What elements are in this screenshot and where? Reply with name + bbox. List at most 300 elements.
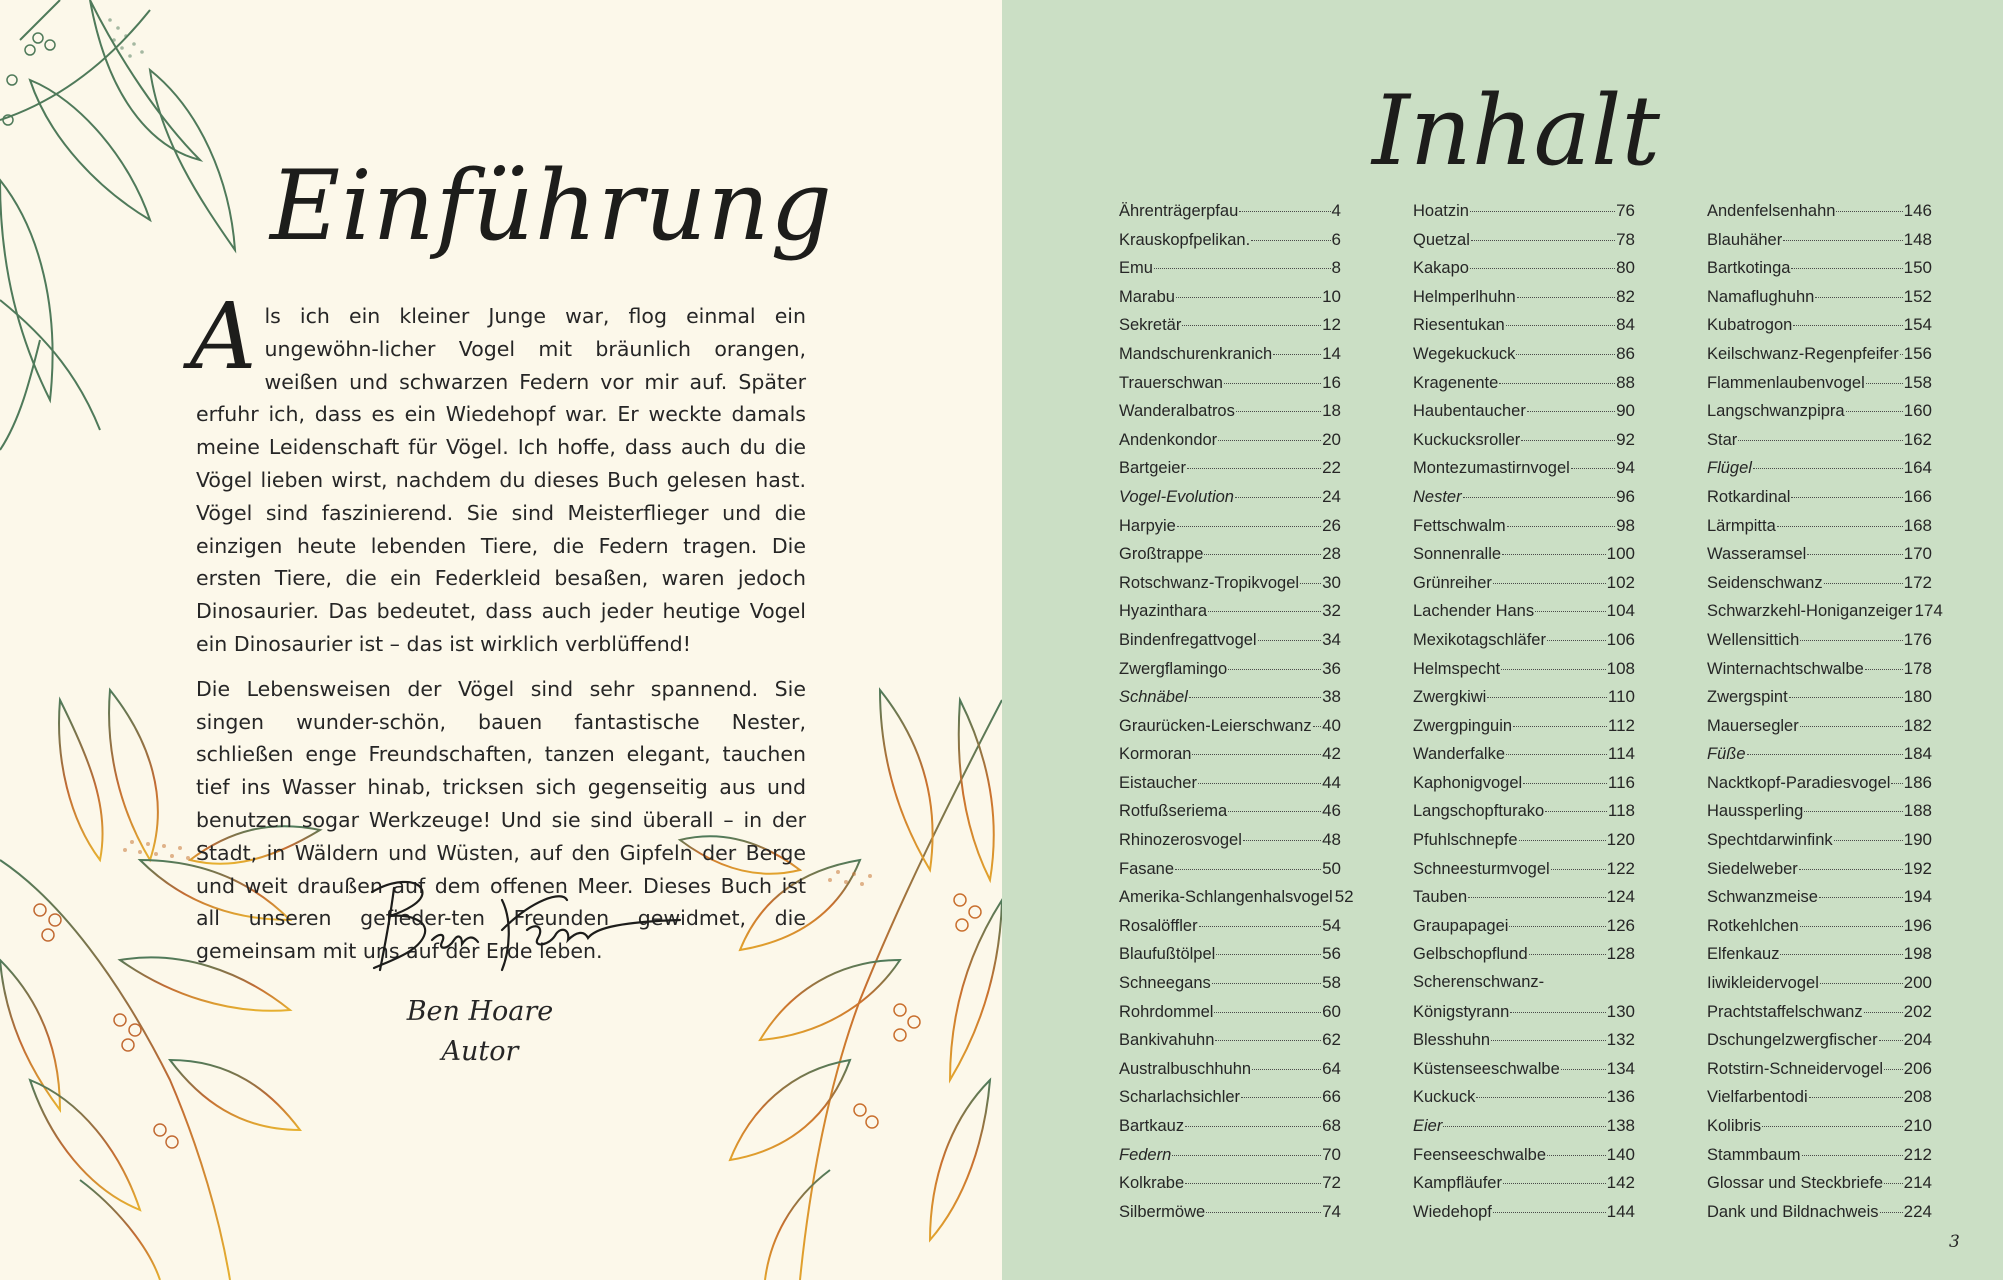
toc-entry-name: Quetzal <box>1413 230 1470 249</box>
toc-entry-page: 32 <box>1322 601 1341 621</box>
toc-entry-page: 150 <box>1903 258 1932 278</box>
toc-leader-dots <box>1809 1096 1903 1098</box>
author-name: Ben Hoare <box>406 996 554 1027</box>
toc-leader-dots <box>1866 382 1903 384</box>
toc-leader-dots <box>1192 753 1321 755</box>
toc-leader-dots <box>1506 753 1607 755</box>
toc-entry-name: Zwergspint <box>1707 688 1788 707</box>
toc-entry <box>1119 601 1341 630</box>
toc-entry <box>1119 659 1341 688</box>
toc-leader-dots <box>1189 696 1321 698</box>
toc-column-2 <box>1413 201 1635 1230</box>
toc-entry-page: 98 <box>1616 515 1635 535</box>
toc-entry-page: 70 <box>1322 1144 1341 1164</box>
toc-title: Inhalt <box>1372 75 1661 187</box>
toc-entry-name: Zwergflamingo <box>1119 659 1228 678</box>
toc-entry-page: 72 <box>1322 1173 1341 1193</box>
toc-entry <box>1413 630 1635 659</box>
toc-entry-page: 96 <box>1616 486 1635 506</box>
toc-entry-page: 192 <box>1903 858 1932 878</box>
toc-leader-dots <box>1864 1011 1903 1013</box>
toc-entry-page: 56 <box>1322 944 1341 964</box>
toc-entry-name: Bartkauz <box>1119 1117 1185 1135</box>
toc-entry-name: Haussperling <box>1707 802 1804 821</box>
intro-paragraph-1-text: ls ich ein kleiner Junge war, flog einmal ein ungewöhn-licher Vogel mit bräunlich orangen, weißen und schwarzen Federn vor mir auf. Später erfuhr ich, dass es ein Wiedehopf war. Er weckte damals meine Leidenschaft für Vögel. Ich hoffe, dass auch du die Vögel lieben wirst, nachdem du dieses Buch gelesen hast. Vögel sind faszinierend. Sie sind Meisterflieger und die einzigen heute lebenden Tiere, die Federn tragen. Die ersten Tiere, die ein Federkleid besaßen, waren jedoch Dinosaurier. Das bedeutet, dass auch jeder heutige Vogel ein Dinosaurier ist – das ist wirklich verblüffend! <box>196 304 806 656</box>
toc-entry-name: Fettschwalm <box>1413 516 1506 535</box>
toc-leader-dots <box>1470 267 1615 269</box>
toc-entry-name: Seidenschwanz <box>1707 573 1823 592</box>
toc-entry-page: 132 <box>1606 1030 1635 1050</box>
toc-entry-page: 166 <box>1903 486 1932 506</box>
toc-entry-name: Schwarzkehl-Honiganzeiger <box>1707 602 1913 621</box>
toc-entry <box>1413 1173 1635 1202</box>
toc-entry-name: Trauerschwan <box>1119 373 1223 392</box>
toc-entry-name: Lärmpitta <box>1707 516 1776 535</box>
toc-leader-dots <box>1753 467 1903 469</box>
toc-leader-dots <box>1547 639 1606 641</box>
toc-entry-page: 68 <box>1322 1116 1341 1135</box>
toc-leader-dots <box>1251 239 1330 241</box>
toc-entry-page: 40 <box>1322 715 1341 735</box>
toc-leader-dots <box>1241 1096 1321 1098</box>
toc-leader-dots <box>1507 525 1615 527</box>
toc-leader-dots <box>1824 582 1903 584</box>
toc-leader-dots <box>1834 839 1903 841</box>
toc-entry-name: Kolkrabe <box>1119 1174 1185 1193</box>
toc-entry-page: 62 <box>1322 1030 1341 1050</box>
toc-entry <box>1119 230 1341 259</box>
toc-entry <box>1707 773 1932 802</box>
toc-entry <box>1413 201 1635 230</box>
toc-entry-name: Grünreiher <box>1413 573 1492 592</box>
toc-entry-page: 36 <box>1322 658 1341 678</box>
toc-entry <box>1707 401 1932 430</box>
toc-leader-dots <box>1154 267 1331 269</box>
toc-entry-page: 172 <box>1903 572 1932 592</box>
toc-entry-page: 190 <box>1903 830 1932 850</box>
toc-leader-dots <box>1471 239 1615 241</box>
toc-entry-page: 204 <box>1903 1030 1932 1050</box>
toc-entry-page: 26 <box>1322 515 1341 535</box>
toc-leader-dots <box>1762 1125 1903 1127</box>
toc-entry-name: Feenseeschwalbe <box>1413 1145 1546 1164</box>
toc-entry-page: 178 <box>1903 658 1932 678</box>
toc-entry <box>1707 1145 1932 1174</box>
toc-entry <box>1413 573 1635 602</box>
toc-entry-page: 92 <box>1616 429 1635 449</box>
toc-entry-page: 168 <box>1903 515 1932 535</box>
toc-entry-page: 114 <box>1607 744 1635 764</box>
toc-entry-name: Bankivahuhn <box>1119 1031 1215 1050</box>
toc-leader-dots <box>1258 639 1321 641</box>
toc-entry-name: Winternachtschwalbe <box>1707 659 1864 678</box>
toc-entry <box>1707 516 1932 545</box>
toc-leader-dots <box>1900 353 1903 355</box>
toc-entry <box>1707 1116 1932 1145</box>
toc-entry-page: 224 <box>1903 1201 1932 1221</box>
toc-entry <box>1707 630 1932 659</box>
toc-leader-dots <box>1777 525 1903 527</box>
toc-entry-page: 120 <box>1606 830 1635 850</box>
toc-entry-page: 182 <box>1903 715 1932 735</box>
toc-leader-dots <box>1880 1211 1903 1213</box>
toc-entry-name: Hoatzin <box>1413 202 1469 220</box>
toc-entry <box>1413 1116 1635 1145</box>
toc-leader-dots <box>1519 839 1606 841</box>
toc-leader-dots <box>1243 839 1321 841</box>
toc-entry <box>1707 1202 1932 1231</box>
author-role: Autor <box>441 1036 519 1067</box>
toc-leader-dots <box>1547 1154 1606 1156</box>
toc-entry-name: Scharlachsichler <box>1119 1088 1241 1107</box>
toc-entry-name: Blesshuhn <box>1413 1031 1491 1050</box>
toc-entry <box>1119 1059 1341 1088</box>
toc-leader-dots <box>1800 925 1903 927</box>
toc-entry-page: 170 <box>1903 544 1932 564</box>
toc-entry-name: Andenfelsenhahn <box>1707 202 1836 220</box>
toc-entry <box>1119 287 1341 316</box>
toc-entry-page: 210 <box>1903 1116 1932 1135</box>
toc-leader-dots <box>1175 868 1321 870</box>
toc-entry <box>1707 487 1932 516</box>
toc-entry-name: Küstenseeschwalbe <box>1413 1059 1560 1078</box>
toc-entry <box>1413 401 1635 430</box>
toc-entry-page: 12 <box>1322 315 1341 335</box>
toc-entry <box>1413 544 1635 573</box>
toc-entry-page: 84 <box>1616 315 1635 335</box>
toc-entry-name: Pfuhlschnepfe <box>1413 831 1518 850</box>
toc-entry-page: 86 <box>1616 343 1635 363</box>
toc-entry <box>1707 373 1932 402</box>
toc-entry-name: Star <box>1707 430 1738 449</box>
toc-entry-name: Kuckucksroller <box>1413 430 1521 449</box>
toc-entry-name: Kampfläufer <box>1413 1174 1502 1193</box>
toc-leader-dots <box>1470 210 1615 212</box>
toc-entry-page: 206 <box>1903 1058 1932 1078</box>
toc-entry <box>1413 944 1635 973</box>
toc-entry <box>1707 716 1932 745</box>
toc-entry <box>1413 516 1635 545</box>
toc-entry <box>1119 830 1341 859</box>
toc-leader-dots <box>1509 925 1605 927</box>
toc-entry-page: 180 <box>1903 687 1932 707</box>
toc-entry <box>1413 430 1635 459</box>
toc-entry-name: Keilschwanz-Regenpfeifer <box>1707 344 1899 363</box>
intro-paragraph-2: Die Lebensweisen der Vögel sind sehr spannend. Sie singen wunder-schön, bauen fantastische Nester, schließen enge Freundschaften, tanzen elegant, tauchen tief ins Wasser hinab, tricksen sich gegenseitig aus und benutzen sogar Werkzeuge! Und sie sind überall – in der Stadt, in Wäldern und Wüsten, auf den Gipfeln der Berge und weit draußen auf dem offenen Meer. Dieses Buch ist all unseren gefieder-ten Freunden gewidmet, die gemeinsam mit uns auf der Erde leben. <box>196 676 806 964</box>
toc-entry-page: 10 <box>1322 286 1341 306</box>
toc-entry <box>1707 230 1932 259</box>
toc-entry <box>1119 544 1341 573</box>
intro-paragraph-1 <box>190 283 806 661</box>
toc-leader-dots <box>1783 239 1902 241</box>
toc-entry-name: Zwergkiwi <box>1413 688 1487 707</box>
toc-entry-page: 188 <box>1903 801 1932 821</box>
toc-leader-dots <box>1571 467 1615 469</box>
toc-entry-name: Spechtdarwinfink <box>1707 831 1833 850</box>
toc-entry <box>1119 801 1341 830</box>
toc-entry-page: 128 <box>1606 944 1635 964</box>
toc-leader-dots <box>1800 725 1903 727</box>
toc-entry-name: Mauersegler <box>1707 716 1799 735</box>
toc-entry-page: 138 <box>1606 1116 1635 1135</box>
toc-entry-name: Schneegans <box>1119 974 1211 993</box>
toc-entry-page: 22 <box>1322 458 1341 478</box>
toc-entry-page: 30 <box>1322 572 1341 592</box>
toc-entry-name: Sonnenralle <box>1413 545 1502 564</box>
toc-entry-name: Kubatrogon <box>1707 316 1793 335</box>
toc-entry-page: 196 <box>1903 915 1932 935</box>
toc-entry <box>1413 1030 1635 1059</box>
toc-entry-page: 148 <box>1903 229 1932 249</box>
toc-entry <box>1413 373 1635 402</box>
toc-entry <box>1707 916 1932 945</box>
toc-leader-dots <box>1865 668 1903 670</box>
toc-leader-dots <box>1198 782 1321 784</box>
toc-entry <box>1413 1087 1635 1116</box>
toc-entry <box>1413 1202 1635 1231</box>
toc-leader-dots <box>1252 1068 1321 1070</box>
toc-leader-dots <box>1182 324 1321 326</box>
toc-entry-name: Hyazinthara <box>1119 602 1208 621</box>
toc-entry-page: 48 <box>1322 830 1341 850</box>
toc-entry-name: Helmperlhuhn <box>1413 287 1516 306</box>
toc-entry <box>1413 287 1635 316</box>
toc-entry-name: Amerika-Schlangenhalsvogel <box>1119 888 1333 907</box>
toc-entry-page: 82 <box>1616 286 1635 306</box>
toc-leader-dots <box>1791 496 1902 498</box>
toc-entry-page: 52 <box>1334 887 1354 907</box>
toc-leader-dots <box>1799 868 1903 870</box>
toc-entry-name: Siedelweber <box>1707 859 1798 878</box>
toc-entry-page: 194 <box>1903 887 1932 907</box>
toc-entry-name: Rhinozerosvogel <box>1119 831 1242 850</box>
toc-entry-name: Wanderalbatros <box>1119 402 1235 421</box>
toc-entry-name: Wiedehopf <box>1413 1202 1492 1221</box>
toc-entry <box>1119 773 1341 802</box>
toc-entry-name: Vogel-Evolution <box>1119 487 1234 506</box>
toc-leader-dots <box>1527 410 1615 412</box>
toc-entry-page: 4 <box>1331 201 1341 220</box>
toc-leader-dots <box>1212 982 1321 984</box>
toc-entry-name: Wegekuckuck <box>1413 344 1516 363</box>
toc-leader-dots <box>1177 525 1321 527</box>
toc-leader-dots <box>1443 1125 1605 1127</box>
toc-entry-page: 198 <box>1903 944 1932 964</box>
toc-entry-page: 50 <box>1322 858 1341 878</box>
toc-entry-page: 142 <box>1606 1173 1635 1193</box>
toc-entry <box>1119 315 1341 344</box>
toc-entry-name: Graupapagei <box>1413 916 1509 935</box>
toc-leader-dots <box>1836 210 1902 212</box>
toc-entry <box>1119 458 1341 487</box>
toc-leader-dots <box>1228 668 1321 670</box>
toc-entry <box>1119 258 1341 287</box>
toc-entry-page: 24 <box>1322 486 1341 506</box>
toc-leader-dots <box>1206 1211 1321 1213</box>
toc-leader-dots <box>1747 753 1903 755</box>
toc-entry <box>1413 801 1635 830</box>
toc-entry-name: Graurücken-Leierschwanz <box>1119 716 1312 735</box>
toc-entry <box>1707 344 1932 373</box>
toc-entry-page: 108 <box>1606 658 1635 678</box>
toc-entry-name: Namaflughuhn <box>1707 287 1815 306</box>
toc-leader-dots <box>1215 1039 1321 1041</box>
toc-entry-name: Rosalöffler <box>1119 916 1198 935</box>
toc-entry <box>1119 887 1354 916</box>
toc-entry <box>1413 258 1635 287</box>
toc-entry-page: 58 <box>1322 973 1341 993</box>
toc-leader-dots <box>1884 1068 1903 1070</box>
toc-leader-dots <box>1516 353 1615 355</box>
toc-leader-dots <box>1513 725 1607 727</box>
toc-entry-page: 176 <box>1903 629 1932 649</box>
toc-leader-dots <box>1879 1039 1903 1041</box>
toc-entry-name: Stammbaum <box>1707 1145 1801 1164</box>
toc-entry-name: Wellensittich <box>1707 630 1800 649</box>
toc-entry-page: 214 <box>1903 1173 1932 1193</box>
toc-entry-page: 8 <box>1331 258 1341 278</box>
toc-leader-dots <box>1804 810 1902 812</box>
toc-entry-page: 136 <box>1606 1087 1635 1107</box>
toc-entry-name: Silbermöwe <box>1119 1202 1206 1221</box>
toc-entry-name: Blaufußtölpel <box>1119 945 1216 964</box>
toc-leader-dots <box>1228 810 1321 812</box>
toc-entry-page: 164 <box>1903 458 1932 478</box>
toc-entry-page: 122 <box>1606 858 1635 878</box>
toc-entry <box>1707 287 1932 316</box>
toc-leader-dots <box>1561 1068 1606 1070</box>
toc-entry <box>1119 401 1341 430</box>
toc-leader-dots <box>1529 953 1606 955</box>
toc-entry-name: Flügel <box>1707 459 1752 478</box>
toc-entry-page: 80 <box>1616 258 1635 278</box>
toc-entry-name: Federn <box>1119 1145 1172 1164</box>
toc-entry-page: 118 <box>1607 801 1635 821</box>
toc-entry <box>1119 744 1341 773</box>
toc-entry-name: Prachtstaffelschwanz <box>1707 1002 1863 1021</box>
toc-column-1 <box>1119 201 1354 1230</box>
toc-entry-name: Dank und Bildnachweis <box>1707 1202 1879 1221</box>
toc-entry-page: 208 <box>1903 1087 1932 1107</box>
toc-leader-dots <box>1493 582 1606 584</box>
toc-entry <box>1119 1173 1341 1202</box>
toc-entry-name: Schwanzmeise <box>1707 888 1818 907</box>
toc-entry-name: Rotschwanz-Tropikvogel <box>1119 573 1300 592</box>
toc-entry-page: 212 <box>1903 1144 1932 1164</box>
toc-entry <box>1707 1087 1932 1116</box>
toc-entry-name: Eier <box>1413 1117 1443 1135</box>
toc-entry-page: 156 <box>1903 343 1932 363</box>
toc-entry-name: Andenkondor <box>1119 430 1218 449</box>
toc-entry <box>1413 830 1635 859</box>
toc-entry-name: Wasseramsel <box>1707 545 1807 564</box>
toc-entry-name: Riesentukan <box>1413 316 1505 335</box>
toc-entry-page: 42 <box>1322 744 1341 764</box>
toc-entry-name: Mexikotagschläfer <box>1413 630 1546 649</box>
toc-entry <box>1413 1002 1635 1031</box>
toc-leader-dots <box>1224 382 1321 384</box>
toc-entry <box>1413 344 1635 373</box>
toc-entry-name: Nester <box>1413 487 1462 506</box>
toc-entry <box>1413 315 1635 344</box>
toc-entry-name: Australbuschhuhn <box>1119 1059 1252 1078</box>
toc-leader-dots <box>1313 725 1321 727</box>
toc-entry-page: 28 <box>1322 544 1341 564</box>
toc-entry-name: Tauben <box>1413 888 1468 907</box>
toc-entry-name: Kakapo <box>1413 259 1469 278</box>
toc-entry-page: 154 <box>1903 315 1932 335</box>
toc-entry-name: Fasane <box>1119 859 1175 878</box>
toc-entry-page: 20 <box>1322 429 1341 449</box>
toc-entry-name: Elfenkauz <box>1707 945 1780 964</box>
toc-leader-dots <box>1820 982 1903 984</box>
toc-entry <box>1707 1002 1932 1031</box>
toc-entry-name: Scherenschwanz- <box>1413 973 1545 992</box>
toc-entry <box>1707 687 1932 716</box>
toc-leader-dots <box>1214 1011 1321 1013</box>
toc-entry <box>1707 830 1932 859</box>
toc-leader-dots <box>1802 1154 1903 1156</box>
toc-leader-dots <box>1499 382 1615 384</box>
toc-leader-dots <box>1517 296 1615 298</box>
toc-entry-page: 60 <box>1322 1001 1341 1021</box>
toc-entry-name: Füße <box>1707 745 1746 764</box>
toc-leader-dots <box>1463 496 1615 498</box>
toc-entry-name: Glossar und Steckbriefe <box>1707 1174 1884 1193</box>
toc-entry <box>1119 201 1341 230</box>
toc-leader-dots <box>1815 296 1902 298</box>
toc-entry-page: 200 <box>1903 973 1932 993</box>
toc-entry-page: 6 <box>1331 229 1341 249</box>
toc-entry-page: 134 <box>1606 1058 1635 1078</box>
toc-entry-page: 112 <box>1607 715 1635 735</box>
toc-entry-page: 140 <box>1606 1144 1635 1164</box>
toc-entry-page: 106 <box>1606 629 1635 649</box>
toc-leader-dots <box>1185 1125 1321 1127</box>
toc-leader-dots <box>1187 467 1321 469</box>
toc-entry-name: Harpyie <box>1119 516 1176 535</box>
toc-entry-page: 110 <box>1607 687 1635 707</box>
toc-entry-page: 34 <box>1322 629 1341 649</box>
toc-entry-page: 162 <box>1903 429 1932 449</box>
page-number: 3 <box>1949 1232 1960 1252</box>
toc-entry-name: Kuckuck <box>1413 1088 1476 1107</box>
toc-leader-dots <box>1491 1039 1606 1041</box>
toc-leader-dots <box>1199 925 1322 927</box>
toc-entry <box>1707 258 1932 287</box>
toc-leader-dots <box>1793 324 1902 326</box>
toc-entry <box>1119 344 1341 373</box>
toc-leader-dots <box>1487 696 1607 698</box>
toc-entry <box>1707 458 1932 487</box>
intro-title: Einführung <box>270 150 833 262</box>
toc-entry-name: Rotkardinal <box>1707 487 1791 506</box>
toc-entry-name: Langschwanzpipra <box>1707 402 1845 421</box>
toc-entry-name: Gelbschopflund <box>1413 945 1528 964</box>
toc-leader-dots <box>1545 810 1607 812</box>
toc-entry-page: 18 <box>1322 401 1341 421</box>
toc-entry-page: 100 <box>1606 544 1635 564</box>
toc-leader-dots <box>1510 1011 1605 1013</box>
toc-leader-dots <box>1502 553 1606 555</box>
toc-entry-page: 124 <box>1606 887 1635 907</box>
toc-entry <box>1119 1030 1341 1059</box>
toc-entry-page: 126 <box>1606 915 1635 935</box>
toc-column-3 <box>1707 201 1943 1230</box>
toc-entry-name: Bartgeier <box>1119 459 1186 478</box>
toc-entry <box>1119 716 1341 745</box>
toc-entry <box>1413 458 1635 487</box>
